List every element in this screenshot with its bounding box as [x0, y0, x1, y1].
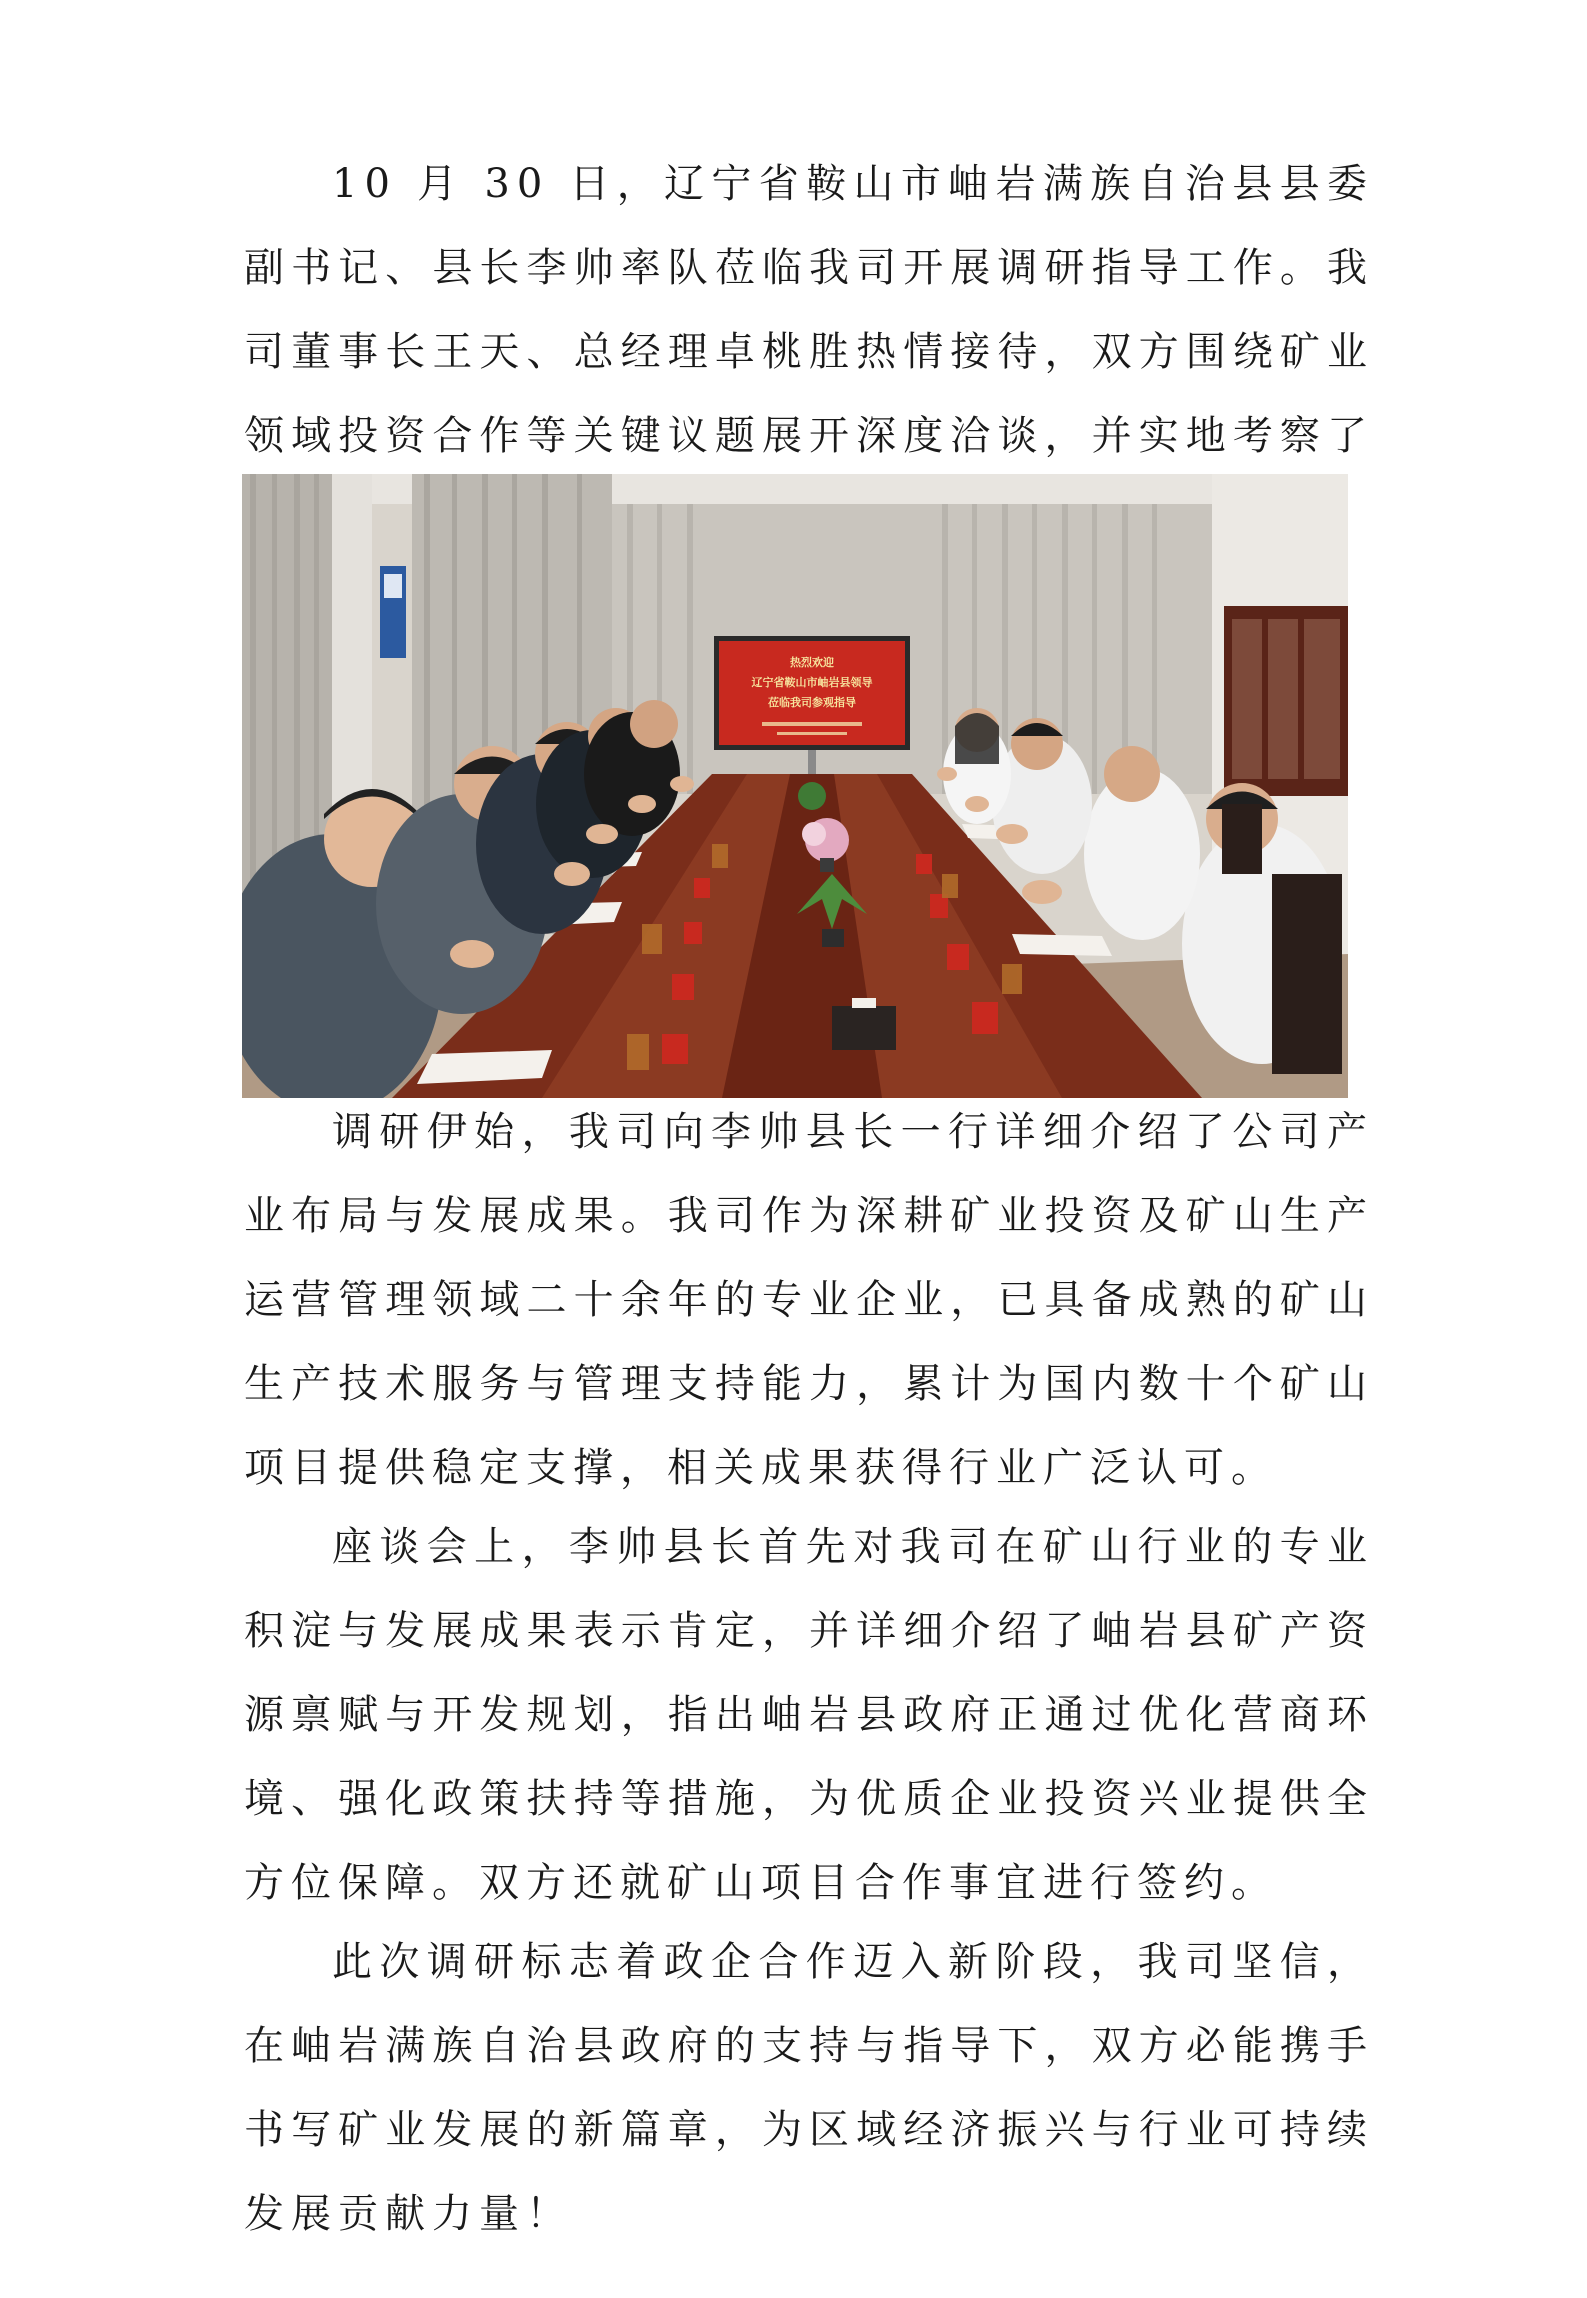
- screen-line-2: 辽宁省鞍山市岫岩县领导: [751, 676, 873, 689]
- screen-line-3: 莅临我司参观指导: [768, 696, 856, 709]
- meeting-photo-illustration: [242, 474, 1348, 1098]
- paragraph-2: 调研伊始，我司向李帅县长一行详细介绍了公司产业布局与发展成果。我司作为深耕矿业投资及矿山生产运营管理领域二十余年的专业企业，已具备成熟的矿山生产技术服务与管理支持能力，累计为国内数十个矿山项目提供稳定支撑，相关成果获得行业广泛认可。: [244, 1109, 1374, 1491]
- paragraph-1: 10 月 30 日，辽宁省鞍山市岫岩满族自治县县委副书记、县长李帅率队莅临我司开展调研指导工作。我司董事长王天、总经理卓桃胜热情接待，双方围绕矿业领域投资合作等关键议题展开深度洽谈，并实地考察了: [244, 161, 1374, 459]
- screen-line-1: 热烈欢迎: [790, 656, 834, 669]
- paragraph-3: 座谈会上，李帅县长首先对我司在矿山行业的专业积淀与发展成果表示肯定，并详细介绍了岫岩县矿产资源禀赋与开发规划，指出岫岩县政府正通过优化营商环境、强化政策扶持等措施，为优质企业投资兴业提供全方位保障。双方还就矿山项目合作事宜进行签约。: [244, 1524, 1374, 1906]
- meeting-photo: [242, 474, 1348, 1098]
- paragraph-4: 此次调研标志着政企合作迈入新阶段，我司坚信，在岫岩满族自治县政府的支持与指导下，双方必能携手书写矿业发展的新篇章，为区域经济振兴与行业可持续发展贡献力量！: [244, 1939, 1374, 2237]
